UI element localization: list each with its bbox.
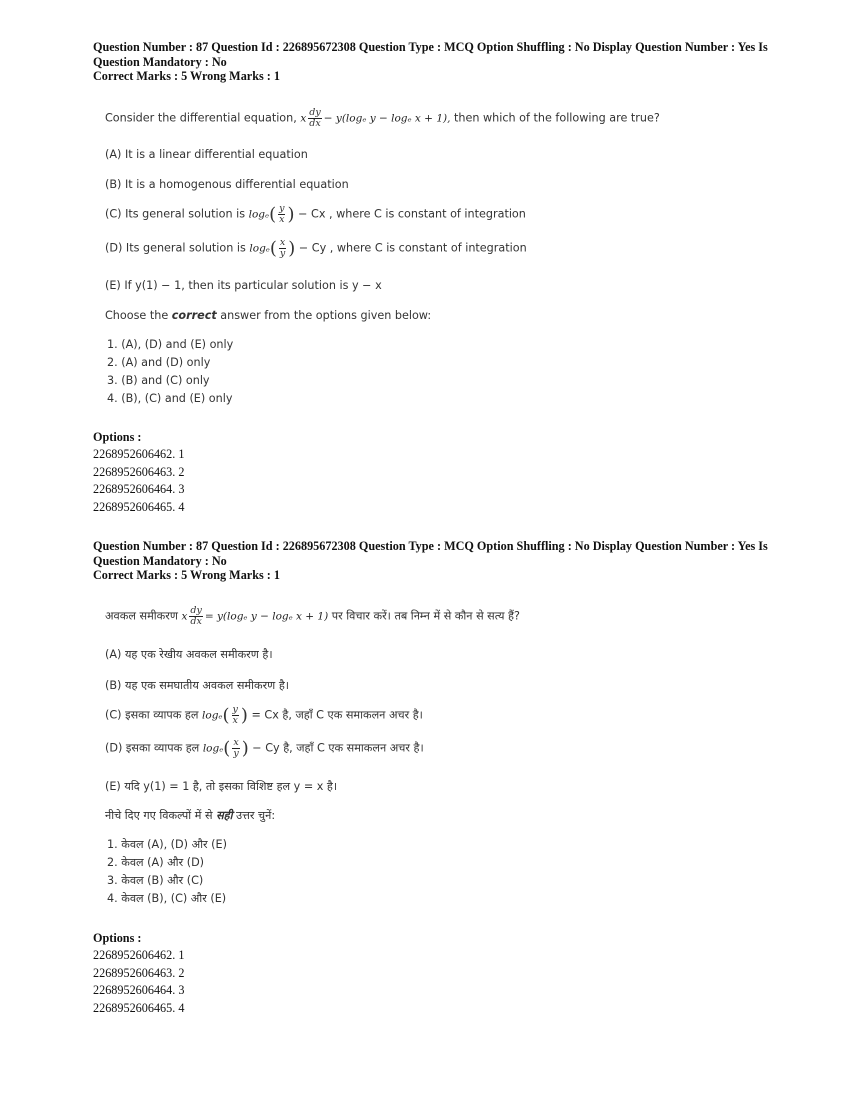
paren-right: ) xyxy=(241,738,249,759)
choice-3: 3. केवल (B) और (C) xyxy=(107,874,204,887)
options-section xyxy=(93,929,184,1017)
frac-numerator: x xyxy=(233,737,239,748)
option-3: 2268952606464. 3 xyxy=(93,482,185,496)
meta-line-3: Correct Marks : 5 Wrong Marks : 1 xyxy=(93,568,280,582)
statement-d xyxy=(105,238,527,259)
paren-left: ( xyxy=(222,705,230,726)
frac-numerator: dy xyxy=(190,605,202,616)
statement-c-pre: (C) Its general solution is xyxy=(105,207,246,221)
choice-4: 4. केवल (B), (C) और (E) xyxy=(107,892,227,905)
option-4: 2268952606465. 4 xyxy=(93,1000,185,1015)
meta-line-1: Question Number : 87 Question Id : 226895672308 Question Type : MCQ Option Shuffling : No Display Question Number : Yes Is xyxy=(93,539,768,553)
frac-numerator: x xyxy=(279,237,286,248)
question-intro: Consider the differential equation, xyxy=(105,111,297,125)
statement-d xyxy=(105,738,424,759)
log-e: logₑ xyxy=(249,242,270,255)
fraction-x-over-y xyxy=(279,238,286,259)
frac-denominator: y xyxy=(233,748,239,759)
question-outro: then which of the following are true? xyxy=(454,111,660,125)
equation-derivative xyxy=(189,606,202,627)
paren-left: ( xyxy=(223,738,231,759)
equation-derivative xyxy=(308,108,321,129)
choice-2: 2. केवल (A) और (D) xyxy=(107,856,205,869)
meta-line-2: Question Mandatory : No xyxy=(93,54,227,69)
choice-1: 1. केवल (A), (D) और (E) xyxy=(107,838,227,851)
frac-numerator: y xyxy=(232,704,238,715)
instruction xyxy=(105,808,275,823)
meta-line-2: Question Mandatory : No xyxy=(93,553,227,568)
instruction xyxy=(105,309,431,322)
instruction-emphasis: correct xyxy=(171,309,217,322)
instruction-post: उत्तर चुनें: xyxy=(236,809,276,822)
frac-denominator: x xyxy=(232,715,238,726)
log-e: logₑ xyxy=(202,709,223,722)
instruction-pre: Choose the xyxy=(105,309,169,322)
statement-a: (A) It is a linear differential equation xyxy=(105,148,308,161)
option-2: 2268952606463. 2 xyxy=(93,464,185,479)
statement-c xyxy=(105,705,423,726)
option-1: 2268952606462. 1 xyxy=(93,447,185,461)
question-meta-header xyxy=(93,539,773,583)
statement-c-pre: (C) इसका व्यापक हल xyxy=(105,708,199,722)
choice-3: 3. (B) and (C) only xyxy=(107,374,210,387)
choice-1: 1. (A), (D) and (E) only xyxy=(107,338,234,351)
statement-d-post: − Cy है, जहाँ C एक समाकलन अचर है। xyxy=(252,741,424,755)
frac-denominator: dx xyxy=(190,616,202,627)
option-2: 2268952606463. 2 xyxy=(93,965,185,980)
question-intro: अवकल समीकरण xyxy=(105,609,178,623)
options-label: Options : xyxy=(93,931,142,945)
meta-line-1: Question Number : 87 Question Id : 226895672308 Question Type : MCQ Option Shuffling : No Display Question Number : Yes Is xyxy=(93,40,768,54)
statement-c xyxy=(105,204,526,225)
equation-x: x xyxy=(300,112,307,125)
statement-d-pre: (D) इसका व्यापक हल xyxy=(105,741,200,755)
choice-2: 2. (A) and (D) only xyxy=(107,356,211,369)
question-outro: पर विचार करें। तब निम्न में से कौन से सत्य हैं? xyxy=(331,609,520,623)
equation-rhs: = y(logₑ y − logₑ x + 1) xyxy=(204,610,329,623)
instruction-post: answer from the options given below: xyxy=(220,309,432,322)
statement-d-pre: (D) Its general solution is xyxy=(105,241,246,255)
paren-right: ) xyxy=(288,238,296,259)
choice-4: 4. (B), (C) and (E) only xyxy=(107,392,233,405)
statement-b: (B) यह एक समघातीय अवकल समीकरण है। xyxy=(105,679,290,692)
paren-left: ( xyxy=(269,238,277,259)
equation-rhs: − y(logₑ y − logₑ x + 1), xyxy=(323,112,451,125)
fraction-y-over-x xyxy=(278,204,285,225)
options-section xyxy=(93,428,184,516)
paren-right: ) xyxy=(240,705,248,726)
statement-b: (B) It is a homogenous differential equation xyxy=(105,178,349,191)
frac-denominator: y xyxy=(279,248,286,259)
statement-c-post: = Cx है, जहाँ C एक समाकलन अचर है। xyxy=(251,708,423,722)
option-3: 2268952606464. 3 xyxy=(93,983,185,997)
meta-line-3: Correct Marks : 5 Wrong Marks : 1 xyxy=(93,69,280,83)
paren-left: ( xyxy=(269,204,277,225)
statement-c-post: − Cx , where C is constant of integration xyxy=(298,207,526,221)
frac-denominator: x xyxy=(279,214,285,225)
frac-numerator: dy xyxy=(309,107,321,118)
choice-list xyxy=(107,336,233,408)
statement-a: (A) यह एक रेखीय अवकल समीकरण है। xyxy=(105,648,273,661)
instruction-emphasis: सही xyxy=(216,809,233,822)
frac-denominator: dx xyxy=(309,118,321,129)
question-meta-header xyxy=(93,40,773,84)
equation-x: x xyxy=(181,610,188,623)
options-label: Options : xyxy=(93,430,142,444)
question-stem xyxy=(105,606,520,627)
fraction-y-over-x xyxy=(232,705,239,726)
paren-right: ) xyxy=(287,204,295,225)
fraction-x-over-y xyxy=(232,738,239,759)
question-stem xyxy=(105,108,660,129)
statement-e: (E) यदि y(1) = 1 है, तो इसका विशिष्ट हल y = x है। xyxy=(105,780,338,793)
statement-e: (E) If y(1) − 1, then its particular solution is y − x xyxy=(105,279,382,292)
instruction-pre: नीचे दिए गए विकल्पों में से xyxy=(105,809,213,822)
option-4: 2268952606465. 4 xyxy=(93,499,185,514)
frac-numerator: y xyxy=(279,203,285,214)
choice-list xyxy=(107,836,227,908)
option-1: 2268952606462. 1 xyxy=(93,948,185,962)
statement-d-post: − Cy , where C is constant of integration xyxy=(298,241,527,255)
log-e: logₑ xyxy=(248,208,270,221)
log-e: logₑ xyxy=(202,742,224,755)
